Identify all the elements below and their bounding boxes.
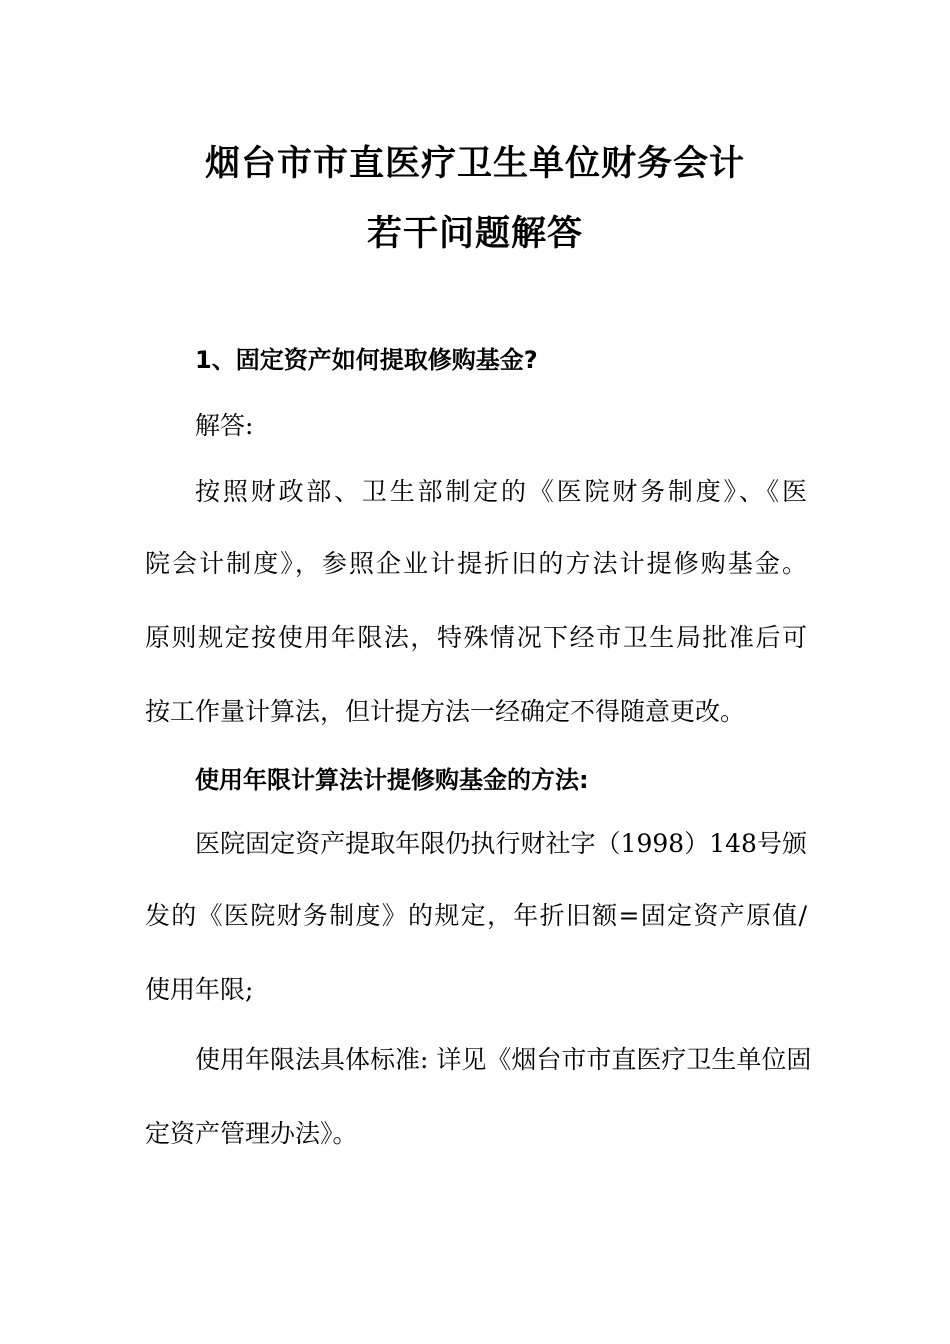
- paragraph-line: 定资产管理办法》。: [145, 1119, 358, 1148]
- paragraph-line: 按工作量计算法，但计提方法一经确定不得随意更改。: [145, 697, 746, 726]
- paragraph-line: 院会计制度》，参照企业计提折旧的方法计提修购基金。: [145, 549, 807, 578]
- document-title-line2: 若干问题解答: [366, 214, 583, 254]
- sub-heading: 使用年限计算法计提修购基金的方法:: [195, 766, 589, 794]
- paragraph-line: 医院固定资产提取年限仍执行财社字（1998）148号颁: [195, 829, 807, 858]
- paragraph-line: 按照财政部、卫生部制定的《医院财务制度》、《医: [195, 477, 807, 506]
- paragraph-line: 使用年限;: [145, 975, 254, 1004]
- paragraph-line: 原则规定按使用年限法，特殊情况下经市卫生局批准后可: [145, 623, 807, 652]
- paragraph-line: 使用年限法具体标准: 详见《烟台市市直医疗卫生单位固: [195, 1045, 812, 1074]
- document-title-line1: 烟台市市直医疗卫生单位财务会计: [204, 144, 745, 184]
- paragraph-line: 发的《医院财务制度》的规定，年折旧额=固定资产原值/: [145, 901, 807, 930]
- answer-label: 解答:: [195, 411, 254, 440]
- question-heading: 1、固定资产如何提取修购基金?: [195, 346, 538, 374]
